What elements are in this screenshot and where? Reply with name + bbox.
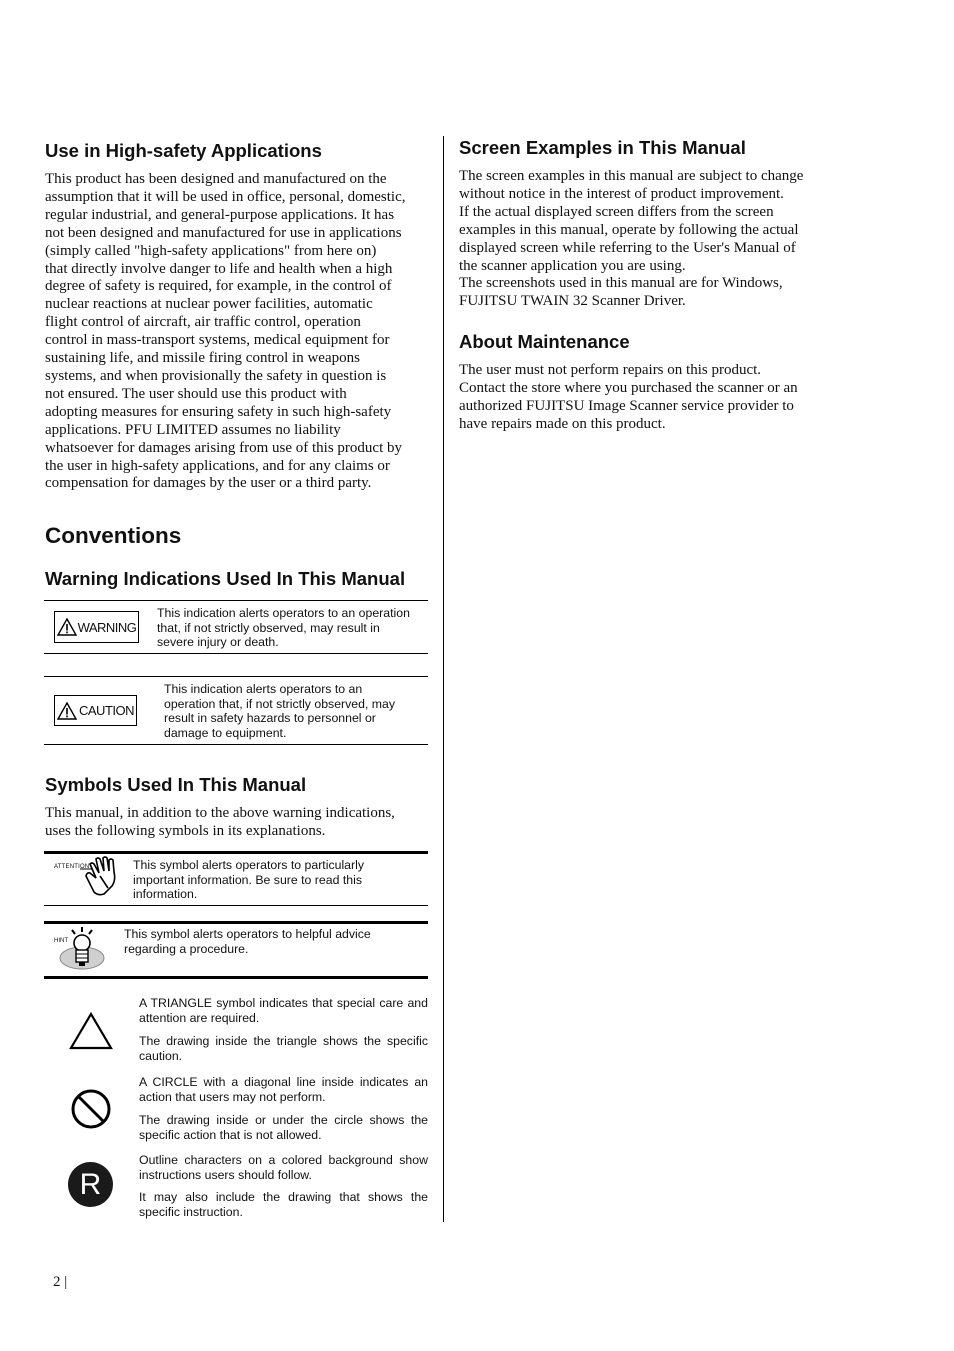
warning-triangle-icon: [57, 618, 77, 636]
caution-label: CAUTION: [79, 703, 134, 718]
hand-stop-icon: [80, 856, 120, 898]
triangle-text-1: A TRIANGLE symbol indicates that special care and attention are required.: [139, 996, 428, 1025]
circle-text-2: The drawing inside or under the circle shows the specific action that is not allowed.: [139, 1113, 428, 1142]
warning-label: WARNING: [77, 619, 137, 635]
attention-bottom-rule: [44, 905, 428, 906]
mandatory-glyph: R: [79, 1167, 102, 1201]
conventions-heading: Conventions: [45, 523, 182, 548]
attention-text: This symbol alerts operators to particularly important information. Be sure to read this information.: [133, 858, 364, 902]
mandatory-instruction-icon: [68, 1162, 113, 1207]
screen-examples-paragraph: The screen examples in this manual are subject to change without notice in the interest of product improvement. If the actual displayed screen differs from the screen examples in this manual, operate by following the actual displayed screen while referring to the User's Manual of the scanner application you are using. The screenshots used in this manual are for Windows, FUJITSU TWAIN 32 Scanner Driver.: [459, 168, 804, 310]
prohibited-circle-icon: [70, 1088, 112, 1130]
maintenance-heading: About Maintenance: [459, 331, 630, 352]
warning-bottom-rule: [44, 653, 428, 654]
circle-text-1: A CIRCLE with a diagonal line inside indicates an action that users may not perform.: [139, 1075, 428, 1104]
hint-bottom-rule: [44, 976, 428, 979]
warning-indications-heading: Warning Indications Used In This Manual: [45, 568, 406, 589]
r-symbol-text-1: Outline characters on a colored background show instructions users should follow.: [139, 1153, 428, 1182]
triangle-caution-icon: [68, 1011, 114, 1051]
caution-bottom-rule: [44, 744, 428, 745]
attention-icon-label: ATTENTION: [54, 864, 90, 870]
maintenance-paragraph: The user must not perform repairs on this product. Contact the store where you purchased the scanner or an authorized FUJITSU Image Scanner service provider to have repairs made on this product.: [459, 362, 798, 432]
caution-triangle-icon: [57, 702, 77, 720]
lightbulb-hint-icon: [56, 926, 106, 972]
caution-top-rule: [44, 676, 428, 677]
hint-text: This symbol alerts operators to helpful advice regarding a procedure.: [124, 927, 371, 956]
warning-top-rule: [44, 600, 428, 601]
symbols-intro: This manual, in addition to the above warning indications, uses the following symbols in its explanations.: [45, 805, 395, 839]
symbols-heading: Symbols Used In This Manual: [45, 774, 307, 795]
triangle-text-2: The drawing inside the triangle shows the specific caution.: [139, 1034, 428, 1063]
hint-top-rule: [44, 921, 428, 924]
warning-text: This indication alerts operators to an operation that, if not strictly observed, may result in severe injury or death.: [157, 606, 410, 650]
high-safety-paragraph: This product has been designed and manufactured on the assumption that it will be used in office, personal, domestic, regular industrial, and general-purpose applications. It has not been designed and manufactured for use in applications (simply called "high-safety applications" from here on) that directly involve danger to life and health when a high degree of safety is required, for example, in the control of nuclear reactions at nuclear power facilities, automatic flight control of aircraft, air traffic control, operation control in mass-transport systems, medical equipment for sustaining life, and missile firing control in weapons systems, and when provisionally the safety in question is not ensured. The user should use this product with adopting measures for ensuring safety in such high-safety applications. PFU LIMITED assumes no liability whatsoever for damages arising from use of this product by the user in high-safety applications, and for any claims or compensation for damages by the user or a third party.: [45, 171, 406, 492]
high-safety-heading: Use in High-safety Applications: [45, 140, 322, 161]
caution-text: This indication alerts operators to an operation that, if not strictly observed, may result in safety hazards to personnel or damage to equipment.: [164, 682, 396, 740]
attention-symbol: [52, 856, 122, 898]
r-symbol-text-2: It may also include the drawing that shows the specific instruction.: [139, 1190, 428, 1219]
page-number: 2 |: [53, 1274, 68, 1290]
screen-examples-heading: Screen Examples in This Manual: [459, 137, 746, 158]
attention-top-rule: [44, 851, 428, 854]
column-divider: [443, 136, 444, 1222]
caution-label-box: [54, 695, 137, 726]
warning-label-box: [54, 611, 139, 643]
hint-icon-label: HINT: [54, 938, 68, 944]
hint-symbol: [52, 926, 112, 972]
